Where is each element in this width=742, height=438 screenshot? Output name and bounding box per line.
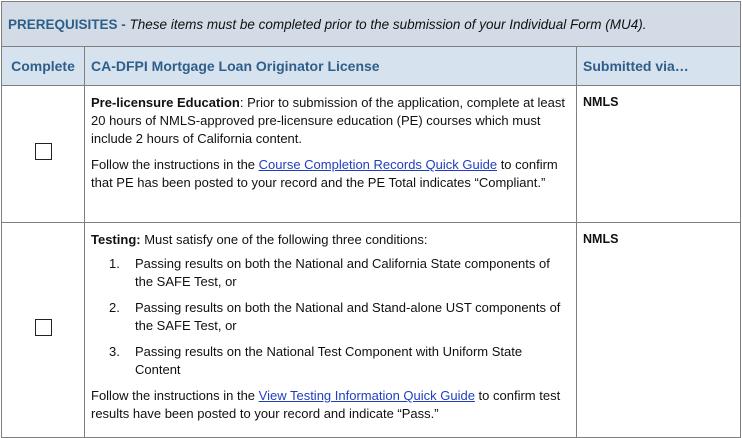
education-submitted-via: NMLS [577, 86, 741, 223]
testing-follow-post: to confirm test results have been posted to your record and indicate “Pass.” [91, 388, 561, 421]
complete-cell [2, 86, 85, 223]
course-completion-guide-link[interactable]: Course Completion Records Quick Guide [258, 157, 498, 172]
list-item-number: 2. [109, 300, 120, 315]
testing-checkbox[interactable] [35, 319, 52, 336]
header-row [2, 47, 741, 86]
testing-intro [91, 231, 568, 249]
testing-follow [91, 387, 568, 423]
testing-submitted-via: NMLS [577, 223, 741, 438]
header-submitted-via: Submitted via… [577, 47, 741, 86]
testing-follow-pre: Follow the instructions in the [91, 388, 259, 403]
complete-cell [2, 223, 85, 438]
list-item-text: Passing results on both the National and Stand-alone UST components of the SAFE Test, or [135, 300, 561, 333]
list-item [91, 299, 568, 335]
table-row [2, 86, 741, 223]
education-checkbox[interactable] [35, 143, 52, 160]
prerequisites-banner [2, 2, 741, 47]
banner-description: These items must be completed prior to the submission of your Individual Form (MU4). [129, 16, 647, 32]
list-item-text: Passing results on both the National and California State components of the SAFE Test, or [135, 256, 550, 289]
table-row [2, 223, 741, 438]
education-follow-pre: Follow the instructions in the [91, 157, 259, 172]
education-follow-post: to confirm that PE has been posted to your record and the PE Total indicates “Compliant.” [91, 157, 558, 190]
list-item-text: Passing results on the National Test Component with Uniform State Content [135, 344, 523, 377]
education-follow [91, 156, 568, 192]
list-item-number: 1. [109, 256, 120, 271]
education-intro-text: Prior to submission of the application, complete at least 20 hours of NMLS-approved pre-licensure education (PE) courses which must include 2 hours of California content. [91, 95, 566, 146]
prerequisites-table-wrapper [1, 1, 740, 438]
education-title: Pre-licensure Education [91, 95, 240, 110]
prerequisites-table [1, 1, 741, 438]
list-item [91, 255, 568, 291]
testing-intro-text: Must satisfy one of the following three conditions: [140, 232, 428, 247]
banner-label: PREREQUISITES - [8, 16, 126, 32]
list-item [91, 343, 568, 379]
education-intro [91, 94, 568, 148]
education-title-suffix: : [239, 95, 244, 110]
view-testing-guide-link[interactable]: View Testing Information Quick Guide [258, 388, 475, 403]
testing-conditions-list [91, 255, 568, 379]
header-complete: Complete [2, 47, 85, 86]
banner-row [2, 2, 741, 47]
testing-title: Testing: [91, 232, 141, 247]
education-description [85, 86, 577, 223]
header-license: CA-DFPI Mortgage Loan Originator License [85, 47, 577, 86]
testing-description [85, 223, 577, 438]
list-item-number: 3. [109, 344, 120, 359]
